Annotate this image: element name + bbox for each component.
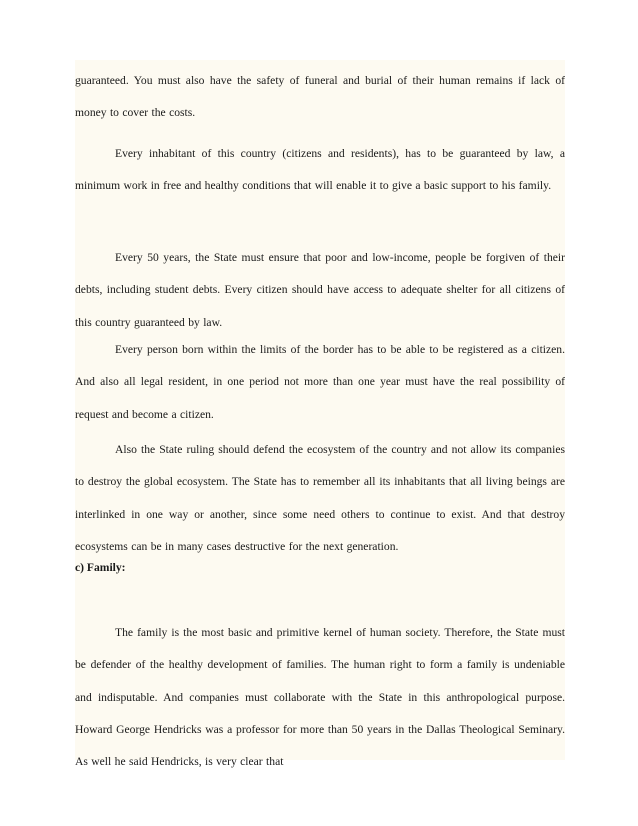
paragraph-citizenship: Every person born within the limits of the border has to be able to be registered as a citizen. And also all legal resident, in one period not more than one year must have the real possibility of request and become a citizen. (75, 343, 565, 421)
paragraph-minimum-work: Every inhabitant of this country (citizens and residents), has to be guaranteed by law, a minimum work in free and healthy conditions that will enable it to give a basic support to his family. (75, 147, 565, 193)
paragraph-funeral: guaranteed. You must also have the safety of funeral and burial of their human remains if lack of money to cover the costs. (75, 74, 565, 120)
text-body (75, 60, 565, 769)
paragraph-ecosystem: Also the State ruling should defend the ecosystem of the country and not allow its companies to destroy the global ecosystem. The State has to remember all its inhabitants that all living beings are interlinked in one way or another, since some need others to continue to exist. And that destroy ecosystems can be in many cases destructive for the next generation. (75, 443, 565, 553)
paragraph-family: The family is the most basic and primitive kernel of human society. Therefore, the State must be defender of the healthy development of families. The human right to form a family is undeniable and indisputable. And companies must collaborate with the State in this anthropological purpose. Howard George Hendricks was a professor for more than 50 years in the Dallas Theological Seminary. As well he said Hendricks, is very clear that (75, 626, 565, 769)
section-heading-family: c) Family: (75, 561, 126, 574)
paragraph-debt-forgiveness: Every 50 years, the State must ensure that poor and low-income, people be forgiven of their debts, including student debts. Every citizen should have access to adequate shelter for all citizens of this country guaranteed by law. (75, 251, 565, 329)
